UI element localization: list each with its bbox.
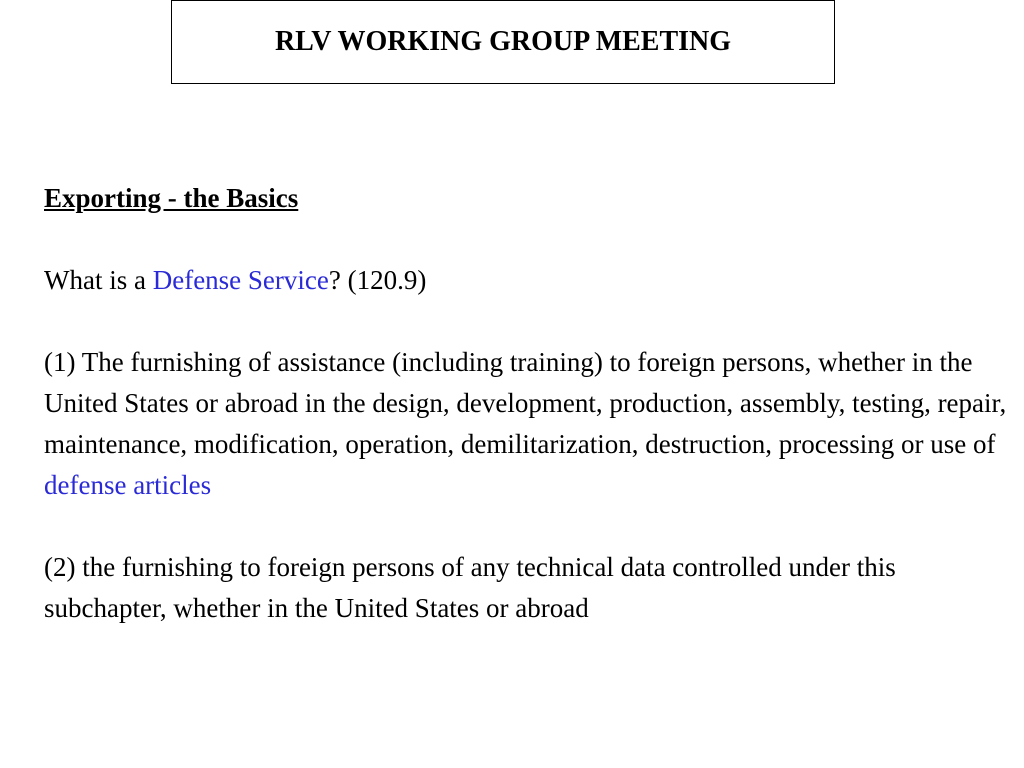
spacer — [44, 301, 1024, 342]
definition-item-2 — [44, 547, 1024, 629]
spacer — [44, 219, 1024, 260]
slide-title-box — [171, 0, 835, 84]
definition-item-1 — [44, 342, 1024, 506]
spacer — [44, 506, 1024, 547]
question-prefix: What is a — [44, 265, 153, 295]
defense-articles-term: defense articles — [44, 470, 212, 500]
slide-title: RLV WORKING GROUP MEETING — [274, 26, 732, 57]
item-2-text: (2) the furnishing to foreign persons of any technical data controlled under this subchapter, whether in the United States or abroad — [44, 552, 896, 623]
item-1-text: (1) The furnishing of assistance (including training) to foreign persons, whether in the United States or abroad in the design, development, production, assembly, testing, repair, maintenance, modification, operation, demilitarization, destruction, processing or use of — [44, 347, 1007, 459]
slide-content — [44, 178, 1024, 629]
question-suffix: ? (120.9) — [328, 265, 427, 295]
section-heading: Exporting - the Basics — [44, 183, 299, 213]
question-line — [44, 260, 1024, 301]
defense-service-term: Defense Service — [152, 265, 329, 295]
